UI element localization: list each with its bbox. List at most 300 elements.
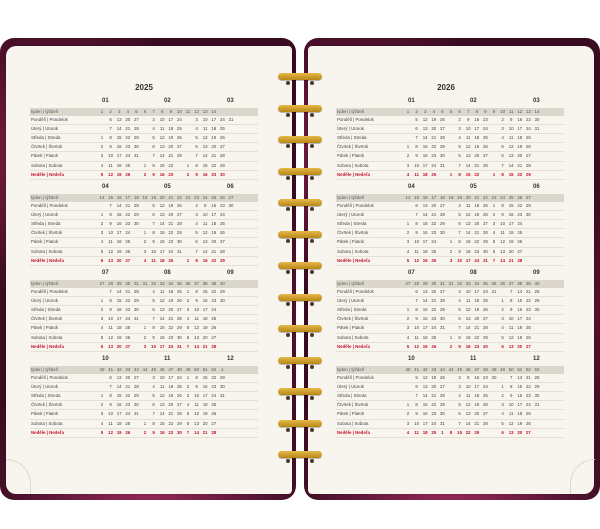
day-number: 22: [465, 429, 471, 435]
week-number: 46: [159, 367, 165, 372]
day-number: 21: [125, 203, 131, 209]
day-number: 29: [219, 257, 225, 263]
day-number: 26: [482, 212, 488, 218]
day-number: 5: [406, 343, 410, 349]
day-number: 28: [439, 298, 445, 304]
spiral-ring: [278, 73, 322, 80]
day-number: 1: [501, 298, 504, 304]
day-number: 5: [501, 144, 504, 150]
week-number: 2: [109, 109, 112, 114]
day-number: 1: [406, 144, 410, 150]
day-number: 18: [422, 171, 428, 177]
day-number: 28: [525, 162, 531, 168]
day-number: 22: [125, 393, 131, 399]
row-label: Středa | Streda: [337, 307, 367, 313]
row-label: Sobota | Sobota: [31, 334, 63, 340]
week-number: 19: [457, 195, 463, 200]
week-number: 9: [169, 109, 173, 114]
week-number: 40: [534, 281, 540, 286]
day-number: 28: [211, 343, 217, 349]
month-header: [30, 98, 258, 108]
month-number: 08: [164, 270, 171, 276]
day-number: 14: [116, 203, 122, 209]
punch-hole: [286, 428, 290, 432]
day-number: 2: [143, 171, 147, 177]
day-number: 13: [422, 384, 428, 390]
day-number: 24: [219, 117, 225, 123]
day-number: 7: [109, 126, 112, 132]
day-number: 23: [482, 375, 488, 381]
day-number: 29: [474, 429, 480, 435]
week-number-row: [336, 108, 564, 116]
week-number: 18: [448, 195, 454, 200]
month-header: [30, 270, 258, 280]
row-label: Středa | Streda: [31, 221, 61, 227]
day-number: 24: [125, 153, 131, 159]
day-number: 13: [116, 375, 122, 381]
day-number: 27: [482, 316, 488, 322]
day-number: 21: [211, 153, 217, 159]
day-number: 8: [109, 298, 112, 304]
day-number: 12: [108, 429, 114, 435]
row-label: Úterý | Utorok: [337, 126, 365, 132]
day-number: 31: [133, 153, 139, 159]
day-number: 16: [202, 171, 208, 177]
day-number: 8: [449, 429, 453, 435]
day-number: 3: [406, 162, 410, 168]
week-number: 36: [185, 281, 191, 286]
day-number: 8: [415, 144, 418, 150]
quarter-block: [30, 270, 258, 352]
day-number: 23: [211, 171, 217, 177]
day-number: 3: [501, 126, 504, 132]
week-number: 8: [160, 109, 164, 114]
weekday-row: [30, 374, 258, 383]
day-number: 22: [125, 135, 131, 141]
day-number: 2: [501, 117, 504, 123]
year-heading-2026: 2026: [437, 83, 455, 92]
day-number: 12: [500, 239, 506, 245]
day-number: 5: [152, 203, 155, 209]
day-number: 20: [431, 126, 437, 132]
day-number: 11: [414, 334, 419, 340]
week-number: 17: [431, 195, 437, 200]
day-number: 14: [159, 221, 165, 227]
week-number: 48: [176, 367, 182, 372]
week-number: 26: [517, 195, 523, 200]
week-number: 13: [202, 109, 208, 114]
weekday-row: [336, 401, 564, 410]
day-number: 18: [474, 203, 480, 209]
day-number: 7: [458, 230, 461, 236]
punch-hole: [286, 459, 290, 463]
day-number: 20: [431, 203, 437, 209]
day-number: 29: [133, 298, 139, 304]
day-number: 19: [168, 203, 174, 209]
day-number: 30: [176, 239, 182, 245]
day-number: 17: [422, 420, 428, 426]
day-number: 6: [458, 316, 461, 322]
day-number: 6: [186, 420, 190, 426]
day-number: 31: [219, 393, 225, 399]
day-number: 25: [525, 135, 531, 141]
week-number: 6: [458, 109, 461, 114]
week-number: 2: [415, 109, 418, 114]
day-number: 30: [439, 230, 445, 236]
day-number: 9: [501, 212, 504, 218]
day-number: 7: [415, 393, 418, 399]
row-label: Sobota | Sobota: [31, 420, 63, 426]
row-label: Čtvrtek | Štvrtok: [31, 402, 63, 408]
day-number: 31: [228, 117, 234, 123]
day-number: 11: [414, 248, 419, 254]
day-number: 11: [159, 384, 165, 390]
day-number: 17: [422, 162, 428, 168]
day-number: 1: [143, 230, 147, 236]
day-number: 30: [534, 117, 540, 123]
day-number: 10: [151, 343, 157, 349]
day-number: 14: [159, 153, 165, 159]
day-number: 25: [168, 257, 174, 263]
week-number-row: [30, 280, 258, 288]
day-number: 2: [186, 171, 190, 177]
day-number: 7: [195, 248, 198, 254]
day-number: 13: [465, 153, 471, 159]
weekday-row: [336, 134, 564, 143]
day-number: 11: [465, 298, 471, 304]
day-number: 11: [194, 316, 199, 322]
month-number: 12: [227, 356, 234, 362]
day-number: 11: [465, 393, 471, 399]
week-number: 32: [151, 281, 157, 286]
week-number: 31: [439, 281, 445, 286]
week-number: 42: [116, 367, 122, 372]
day-number: 21: [168, 221, 174, 227]
day-number: 17: [211, 117, 217, 123]
day-number: 14: [422, 212, 428, 218]
day-number: 18: [202, 316, 208, 322]
week-number: 31: [448, 281, 454, 286]
day-number: 14: [500, 257, 506, 263]
day-number: 9: [109, 221, 112, 227]
day-number: 20: [168, 144, 174, 150]
day-number: 1: [492, 171, 496, 177]
day-number: 15: [465, 171, 471, 177]
day-number: 21: [474, 230, 480, 236]
row-label: Neděle | Nedeľa: [337, 257, 370, 263]
day-number: 14: [422, 393, 428, 399]
row-label: Pondělí | Pondelok: [337, 375, 374, 381]
day-number: 9: [458, 343, 461, 349]
day-number: 27: [439, 289, 445, 295]
day-number: 29: [133, 393, 139, 399]
day-number: 25: [176, 126, 182, 132]
day-number: 8: [415, 402, 418, 408]
week-number: 41: [108, 367, 114, 372]
weekday-row: [30, 248, 258, 257]
day-number: 13: [422, 126, 428, 132]
day-number: 30: [439, 153, 445, 159]
month-number: 04: [408, 184, 415, 190]
month-number: 12: [533, 356, 540, 362]
day-number: 20: [168, 212, 174, 218]
day-number: 9: [152, 334, 155, 340]
day-number: 20: [474, 411, 480, 417]
day-number: 2: [458, 375, 461, 381]
day-number: 4: [152, 289, 155, 295]
day-number: 16: [159, 334, 165, 340]
day-number: 23: [125, 402, 131, 408]
row-label: Čtvrtek | Štvrtok: [31, 316, 63, 322]
day-number: 5: [415, 117, 418, 123]
week-number: 10: [176, 109, 182, 114]
day-number: 25: [176, 384, 182, 390]
weekday-row: [336, 202, 564, 211]
week-number: 9: [484, 109, 487, 114]
day-number: 19: [202, 325, 208, 331]
month-number: 02: [470, 98, 477, 104]
day-number: 28: [482, 325, 488, 331]
day-number: 13: [202, 144, 208, 150]
day-number: 18: [211, 126, 217, 132]
week-number: 7: [466, 109, 470, 114]
week-number: 52: [211, 367, 217, 372]
day-number: 30: [133, 221, 139, 227]
day-number: 17: [517, 316, 523, 322]
spiral-ring: [278, 451, 322, 458]
week-number: 34: [168, 281, 174, 286]
day-number: 25: [431, 429, 437, 435]
week-number: 36: [491, 281, 497, 286]
day-number: 26: [125, 171, 131, 177]
weekday-row: [336, 143, 564, 152]
day-number: 23: [482, 117, 488, 123]
day-number: 7: [109, 203, 112, 209]
day-number: 1: [100, 393, 104, 399]
day-number: 25: [517, 230, 523, 236]
month-header: [336, 184, 564, 194]
day-number: 26: [482, 402, 488, 408]
row-label: Neděle | Nedeľa: [31, 257, 64, 263]
row-label: Pondělí | Pondelok: [337, 117, 374, 123]
day-number: 18: [116, 162, 122, 168]
day-number: 28: [219, 153, 225, 159]
day-number: 19: [168, 298, 174, 304]
day-number: 21: [431, 135, 437, 141]
day-number: 11: [508, 411, 514, 417]
week-number: 42: [422, 367, 428, 372]
day-number: 23: [211, 384, 217, 390]
day-number: 13: [508, 153, 514, 159]
day-number: 6: [458, 153, 461, 159]
day-number: 23: [431, 316, 437, 322]
week-number: 44: [133, 367, 139, 372]
day-number: 2: [449, 248, 453, 254]
week-number: 30: [431, 281, 437, 286]
day-number: 18: [168, 126, 174, 132]
punch-hole: [310, 207, 314, 211]
day-number: 13: [508, 343, 514, 349]
day-number: 7: [152, 221, 155, 227]
day-number: 18: [159, 257, 165, 263]
day-number: 28: [133, 384, 139, 390]
day-number: 2: [100, 307, 104, 313]
day-number: 21: [202, 343, 208, 349]
row-label: Neděle | Nedeľa: [337, 429, 370, 435]
day-number: 8: [501, 203, 504, 209]
day-number: 6: [195, 239, 198, 245]
week-number: 1: [221, 367, 224, 372]
week-number: 30: [125, 281, 131, 286]
day-number: 30: [482, 248, 488, 254]
row-label: Středa | Streda: [31, 135, 61, 141]
day-number: 14: [517, 375, 523, 381]
week-number: 18: [133, 195, 139, 200]
day-number: 10: [194, 307, 200, 313]
quarter-block: [30, 356, 258, 438]
month-header: [336, 356, 564, 366]
day-number: 19: [211, 135, 217, 141]
quarter-block: [30, 98, 258, 180]
day-number: 13: [159, 402, 165, 408]
row-label: týden | týždeň: [31, 281, 59, 286]
day-number: 19: [474, 402, 480, 408]
day-number: 5: [100, 171, 104, 177]
day-number: 29: [219, 289, 225, 295]
day-number: 4: [195, 221, 198, 227]
weekday-row: [30, 143, 258, 152]
day-number: 21: [517, 162, 523, 168]
day-number: 7: [186, 343, 190, 349]
day-number: 2: [100, 221, 104, 227]
day-number: 10: [108, 230, 114, 236]
row-label: Neděle | Nedeľa: [31, 171, 64, 177]
day-number: 27: [133, 117, 139, 123]
day-number: 2: [186, 384, 190, 390]
day-number: 20: [116, 343, 122, 349]
day-number: 27: [482, 221, 488, 227]
week-number: 33: [159, 281, 165, 286]
day-number: 3: [458, 384, 461, 390]
day-number: 23: [125, 307, 131, 313]
weekday-row: [30, 220, 258, 229]
day-number: 11: [508, 325, 514, 331]
day-number: 22: [474, 334, 480, 340]
day-number: 12: [508, 334, 514, 340]
row-label: Středa | Streda: [31, 307, 61, 313]
day-number: 5: [100, 334, 104, 340]
day-number: 22: [211, 257, 217, 263]
day-number: 4: [406, 429, 410, 435]
day-number: 26: [211, 411, 217, 417]
day-number: 16: [159, 239, 165, 245]
row-label: Čtvrtek | Štvrtok: [31, 144, 63, 150]
day-number: 25: [125, 162, 131, 168]
day-number: 2: [501, 307, 504, 313]
punch-hole: [310, 81, 314, 85]
day-number: 19: [116, 248, 122, 254]
row-label: Pondělí | Pondelok: [31, 203, 68, 209]
day-number: 14: [422, 298, 428, 304]
day-number: 11: [500, 230, 505, 236]
weekday-row: [336, 125, 564, 134]
day-number: 1: [441, 429, 444, 435]
day-number: 14: [202, 248, 208, 254]
week-number: 26: [219, 195, 225, 200]
day-number: 27: [439, 126, 445, 132]
day-number: 20: [474, 153, 480, 159]
weekday-row: [336, 392, 564, 401]
weekday-row: [30, 238, 258, 247]
month-header: [30, 356, 258, 366]
week-number: 15: [108, 195, 114, 200]
day-number: 29: [482, 239, 488, 245]
month-number: 07: [408, 270, 415, 276]
week-number: 28: [108, 281, 114, 286]
day-number: 16: [517, 307, 523, 313]
day-number: 7: [509, 375, 513, 381]
week-number: 3: [117, 109, 121, 114]
day-number: 5: [458, 307, 461, 313]
day-number: 5: [458, 144, 461, 150]
day-number: 15: [202, 162, 208, 168]
day-number: 1: [143, 325, 147, 331]
day-number: 17: [116, 153, 122, 159]
day-number: 1: [100, 298, 104, 304]
day-number: 17: [517, 402, 523, 408]
year-heading-2025: 2025: [135, 83, 153, 92]
day-number: 29: [133, 135, 139, 141]
week-number: 39: [211, 281, 217, 286]
row-label: Úterý | Utorok: [31, 126, 59, 132]
day-number: 9: [415, 230, 418, 236]
day-number: 15: [422, 307, 428, 313]
day-number: 12: [194, 325, 200, 331]
day-number: 8: [152, 162, 155, 168]
day-number: 11: [108, 162, 113, 168]
day-number: 26: [439, 117, 445, 123]
day-number: 22: [168, 162, 174, 168]
day-number: 26: [517, 239, 523, 245]
day-number: 27: [482, 153, 488, 159]
weekday-row: [336, 324, 564, 333]
day-number: 23: [168, 429, 174, 435]
weekday-row: [336, 238, 564, 247]
row-label: Čtvrtek | Štvrtok: [337, 402, 369, 408]
day-number: 5: [152, 393, 155, 399]
day-number: 23: [168, 334, 174, 340]
day-number: 12: [422, 375, 428, 381]
day-number: 20: [211, 239, 217, 245]
row-label: Neděle | Nedeľa: [31, 343, 64, 349]
weekday-row: [30, 392, 258, 401]
day-number: 18: [474, 298, 480, 304]
week-number: 1: [100, 109, 104, 114]
day-number: 3: [186, 307, 190, 313]
day-number: 12: [159, 298, 165, 304]
week-number: 31: [133, 281, 139, 286]
day-number: 2: [143, 429, 147, 435]
row-label: Sobota | Sobota: [337, 420, 369, 426]
weekday-row: [336, 248, 564, 257]
week-number: 15: [414, 195, 420, 200]
day-number: 22: [125, 212, 131, 218]
week-number: 52: [525, 367, 531, 372]
week-number: 44: [439, 367, 445, 372]
week-number: 50: [194, 367, 200, 372]
day-number: 8: [509, 384, 513, 390]
day-number: 10: [465, 289, 471, 295]
